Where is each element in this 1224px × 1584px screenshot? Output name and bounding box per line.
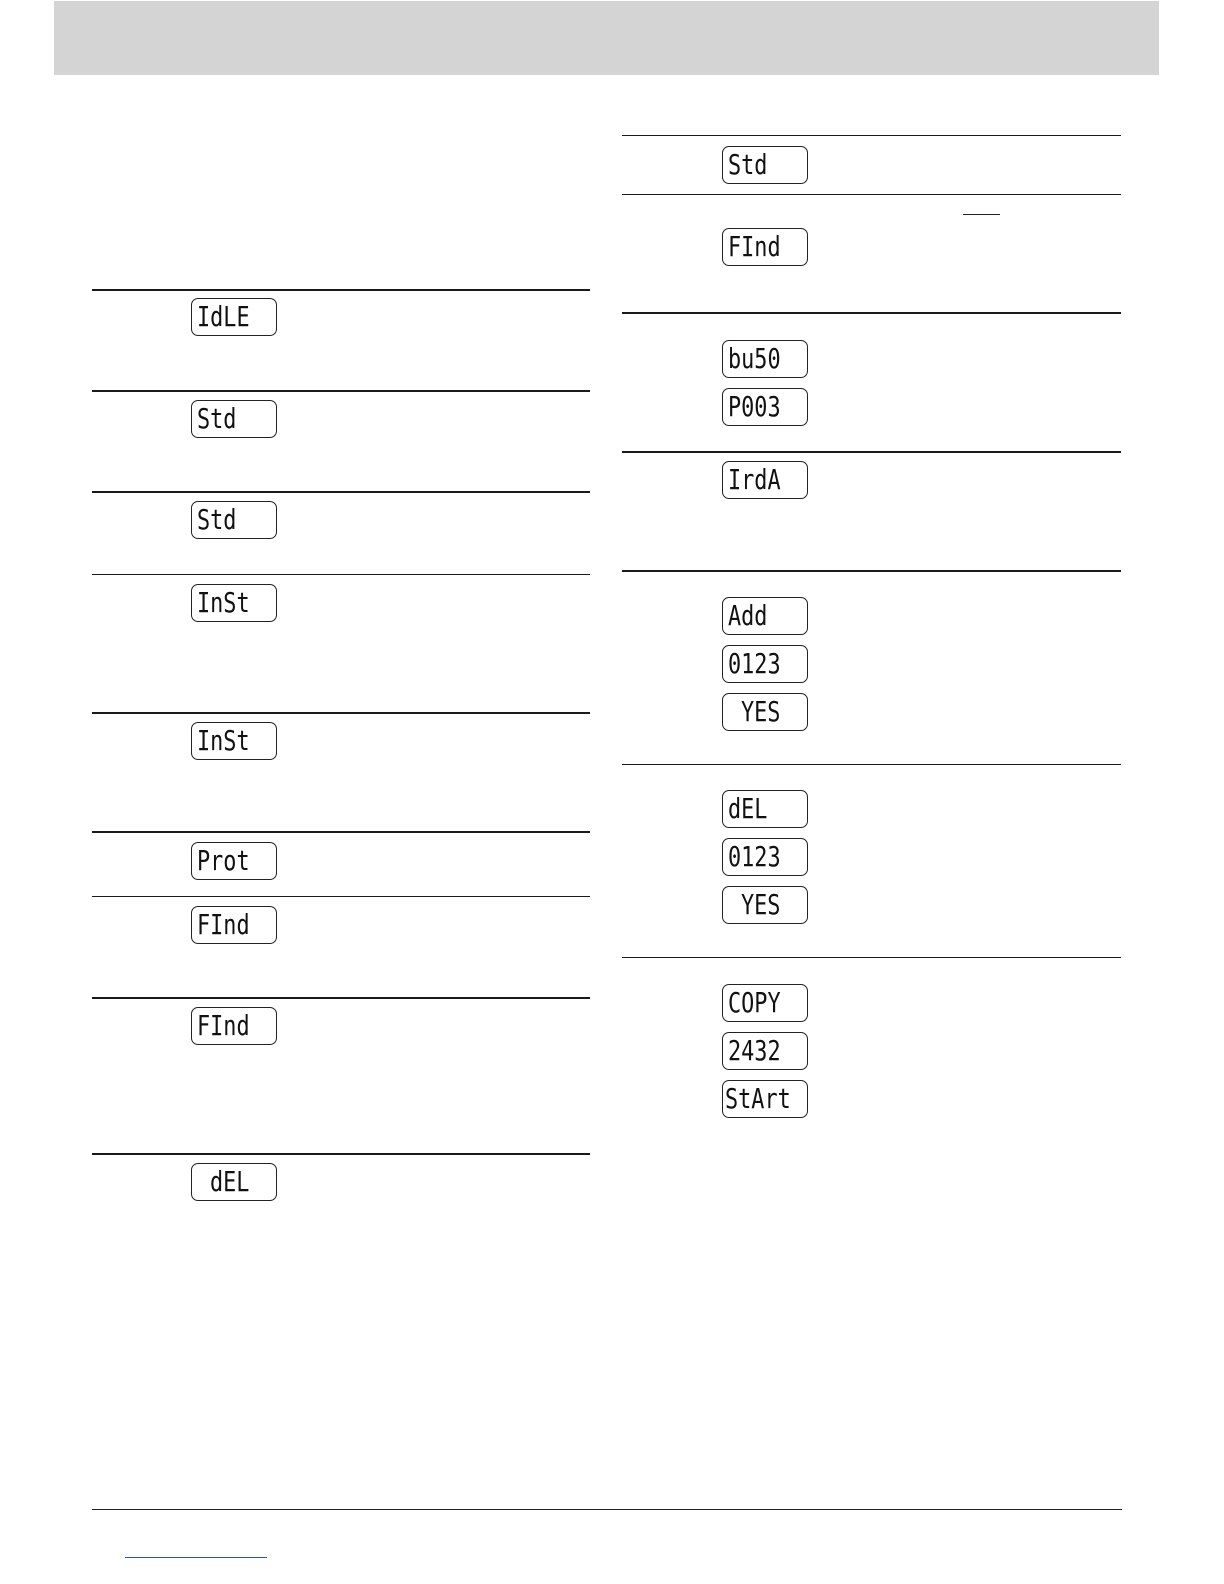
lcd-display: [191, 298, 277, 336]
lcd-display-text: YES: [741, 888, 781, 921]
lcd-display: [191, 722, 277, 760]
lcd-display: [191, 1007, 277, 1045]
lcd-display-text: Add: [728, 599, 768, 632]
lcd-display-text: Std: [197, 503, 237, 536]
lcd-display: [722, 228, 808, 266]
lcd-display: [191, 501, 277, 539]
lcd-display: [191, 842, 277, 880]
lcd-display: [722, 340, 808, 378]
table-rule: [622, 194, 1121, 195]
lcd-display-text: Prot: [197, 844, 250, 877]
lcd-display-text: InSt: [197, 724, 250, 757]
lcd-display: [722, 461, 808, 499]
table-rule: [622, 312, 1121, 314]
table-rule: [92, 997, 590, 999]
table-rule: [622, 764, 1121, 765]
lcd-display-text: dEL: [210, 1165, 250, 1198]
lcd-display: [722, 838, 808, 876]
footer-rule: [92, 1509, 1122, 1510]
table-rule: [92, 896, 590, 897]
lcd-display: [722, 1032, 808, 1070]
table-rule: [622, 451, 1121, 453]
lcd-display: [191, 906, 277, 944]
table-rule: [92, 1153, 590, 1155]
page-header-band: [54, 1, 1159, 75]
lcd-display: [722, 388, 808, 426]
lcd-display-text: StArt: [725, 1082, 791, 1115]
text-overbar: [963, 214, 1000, 215]
lcd-display: [722, 984, 808, 1022]
table-rule: [92, 831, 590, 833]
lcd-display-text: IrdA: [728, 463, 781, 496]
lcd-display-text: Std: [728, 148, 768, 181]
lcd-display-text: Std: [197, 402, 237, 435]
lcd-display: [722, 146, 808, 184]
lcd-display: [722, 886, 808, 924]
lcd-display-text: dEL: [728, 792, 768, 825]
lcd-display: [722, 645, 808, 683]
lcd-display-text: P003: [728, 390, 781, 423]
lcd-display-text: InSt: [197, 586, 250, 619]
table-rule: [622, 570, 1121, 572]
table-rule: [622, 957, 1121, 958]
lcd-display: [722, 693, 808, 731]
lcd-display: [722, 1080, 808, 1118]
table-rule: [622, 135, 1121, 136]
lcd-display-text: 0123: [728, 840, 781, 873]
lcd-display: [191, 1163, 277, 1201]
lcd-display-text: FInd: [197, 908, 250, 941]
table-rule: [92, 574, 590, 575]
lcd-display-text: 2432: [728, 1034, 781, 1067]
table-rule: [92, 390, 590, 392]
table-rule: [92, 289, 590, 291]
table-rule: [92, 712, 590, 714]
footer-link-underline[interactable]: [125, 1557, 267, 1558]
lcd-display-text: IdLE: [197, 300, 250, 333]
lcd-display: [722, 597, 808, 635]
lcd-display: [722, 790, 808, 828]
lcd-display: [191, 584, 277, 622]
lcd-display-text: bu50: [728, 342, 781, 375]
lcd-display: [191, 400, 277, 438]
lcd-display-text: FInd: [197, 1009, 250, 1042]
lcd-display-text: FInd: [728, 230, 781, 263]
lcd-display-text: 0123: [728, 647, 781, 680]
table-rule: [92, 491, 590, 493]
lcd-display-text: COPY: [728, 986, 781, 1019]
lcd-display-text: YES: [741, 695, 781, 728]
